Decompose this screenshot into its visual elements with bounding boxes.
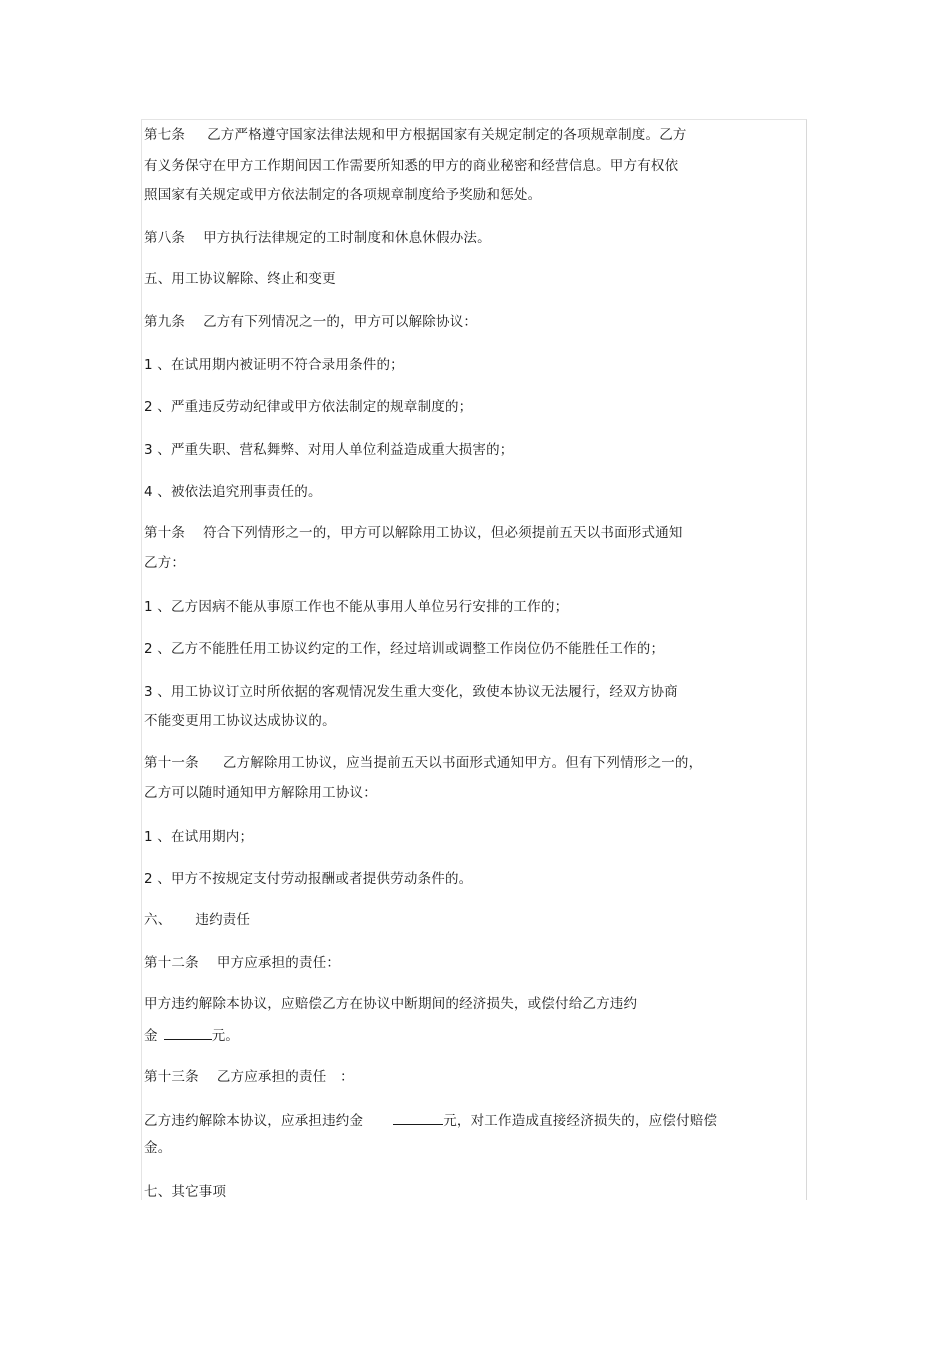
art12-line1: 甲方违约解除本协议，应赔偿乙方在协议中断期间的经济损失，或偿付给乙方违约 (144, 996, 638, 1012)
art13-line1 (144, 1110, 717, 1130)
penalty-amount-blank (164, 1025, 212, 1040)
art11-label: 第十一条 (144, 755, 199, 771)
art13-heading (144, 1068, 354, 1086)
art11-line1 (144, 754, 702, 772)
penalty-amount-blank-2 (393, 1110, 443, 1125)
art7-line1 (144, 126, 687, 144)
art9-line (144, 313, 477, 331)
art10-item-3-line1: 3 、用工协议订立时所依据的客观情况发生重大变化，致使本协议无法履行，经双方协商 (144, 684, 678, 700)
art10-item-3-line2: 不能变更用工协议达成协议的。 (144, 713, 336, 729)
art8-line (144, 229, 491, 247)
art10-line1 (144, 524, 683, 542)
art10-item-2: 2 、乙方不能胜任用工协议约定的工作，经过培训或调整工作岗位仍不能胜任工作的； (144, 641, 665, 657)
art13-text: 乙方应承担的责任 ： (216, 1069, 354, 1085)
art11-line2: 乙方可以随时通知甲方解除用工协议： (144, 785, 377, 801)
art9-item-2: 2 、严重违反劳动纪律或甲方依法制定的规章制度的； (144, 399, 473, 415)
art10-text: 符合下列情形之一的，甲方可以解除用工协议，但必须提前五天以书面形式通知 (203, 525, 683, 541)
art12-line2-suffix: 元。 (211, 1028, 240, 1044)
art12-text: 甲方应承担的责任： (216, 955, 341, 971)
art9-text: 乙方有下列情况之一的，甲方可以解除协议： (203, 314, 478, 330)
art12-heading (144, 954, 340, 972)
art12-label: 第十二条 (144, 955, 199, 971)
art10-label: 第十条 (144, 525, 186, 541)
section-7-heading: 七、其它事项 (144, 1184, 227, 1200)
art12-line2 (144, 1025, 239, 1045)
art11-item-1: 1 、在试用期内； (144, 829, 254, 845)
art13-line2: 金。 (144, 1140, 172, 1156)
section-6-heading (144, 911, 250, 929)
art12-line2-prefix: 金 (144, 1028, 158, 1044)
art7-label: 第七条 (144, 127, 186, 143)
art13-label: 第十三条 (144, 1069, 199, 1085)
art7-text: 乙方严格遵守国家法律法规和甲方根据国家有关规定制定的各项规章制度。乙方 (207, 127, 687, 143)
section-6-title: 违约责任 (195, 912, 251, 928)
art13-line1-suffix: 元，对工作造成直接经济损失的，应偿付赔偿 (443, 1113, 718, 1129)
art7-line2: 有义务保守在甲方工作期间因工作需要所知悉的甲方的商业秘密和经营信息。甲方有权依 (144, 158, 679, 174)
art9-item-3: 3 、严重失职、营私舞弊、对用人单位利益造成重大损害的； (144, 442, 514, 458)
art11-item-2: 2 、甲方不按规定支付劳动报酬或者提供劳动条件的。 (144, 871, 473, 887)
art9-item-1: 1 、在试用期内被证明不符合录用条件的； (144, 357, 404, 373)
section-5-heading: 五、用工协议解除、终止和变更 (144, 271, 336, 287)
art8-label: 第八条 (144, 230, 186, 246)
art11-text: 乙方解除用工协议，应当提前五天以书面形式通知甲方。但有下列情形之一的， (222, 755, 703, 771)
art8-text: 甲方执行法律规定的工时制度和休息休假办法。 (203, 230, 491, 246)
art9-item-4: 4 、被依法追究刑事责任的。 (144, 484, 322, 500)
art10-line2: 乙方： (144, 555, 186, 571)
art9-label: 第九条 (144, 314, 186, 330)
art13-line1-prefix: 乙方违约解除本协议，应承担违约金 (144, 1113, 364, 1129)
art7-line3: 照国家有关规定或甲方依法制定的各项规章制度给予奖励和惩处。 (144, 187, 542, 203)
art10-item-1: 1 、乙方因病不能从事原工作也不能从事用人单位另行安排的工作的； (144, 599, 569, 615)
section-6-number: 六、 (144, 912, 172, 928)
